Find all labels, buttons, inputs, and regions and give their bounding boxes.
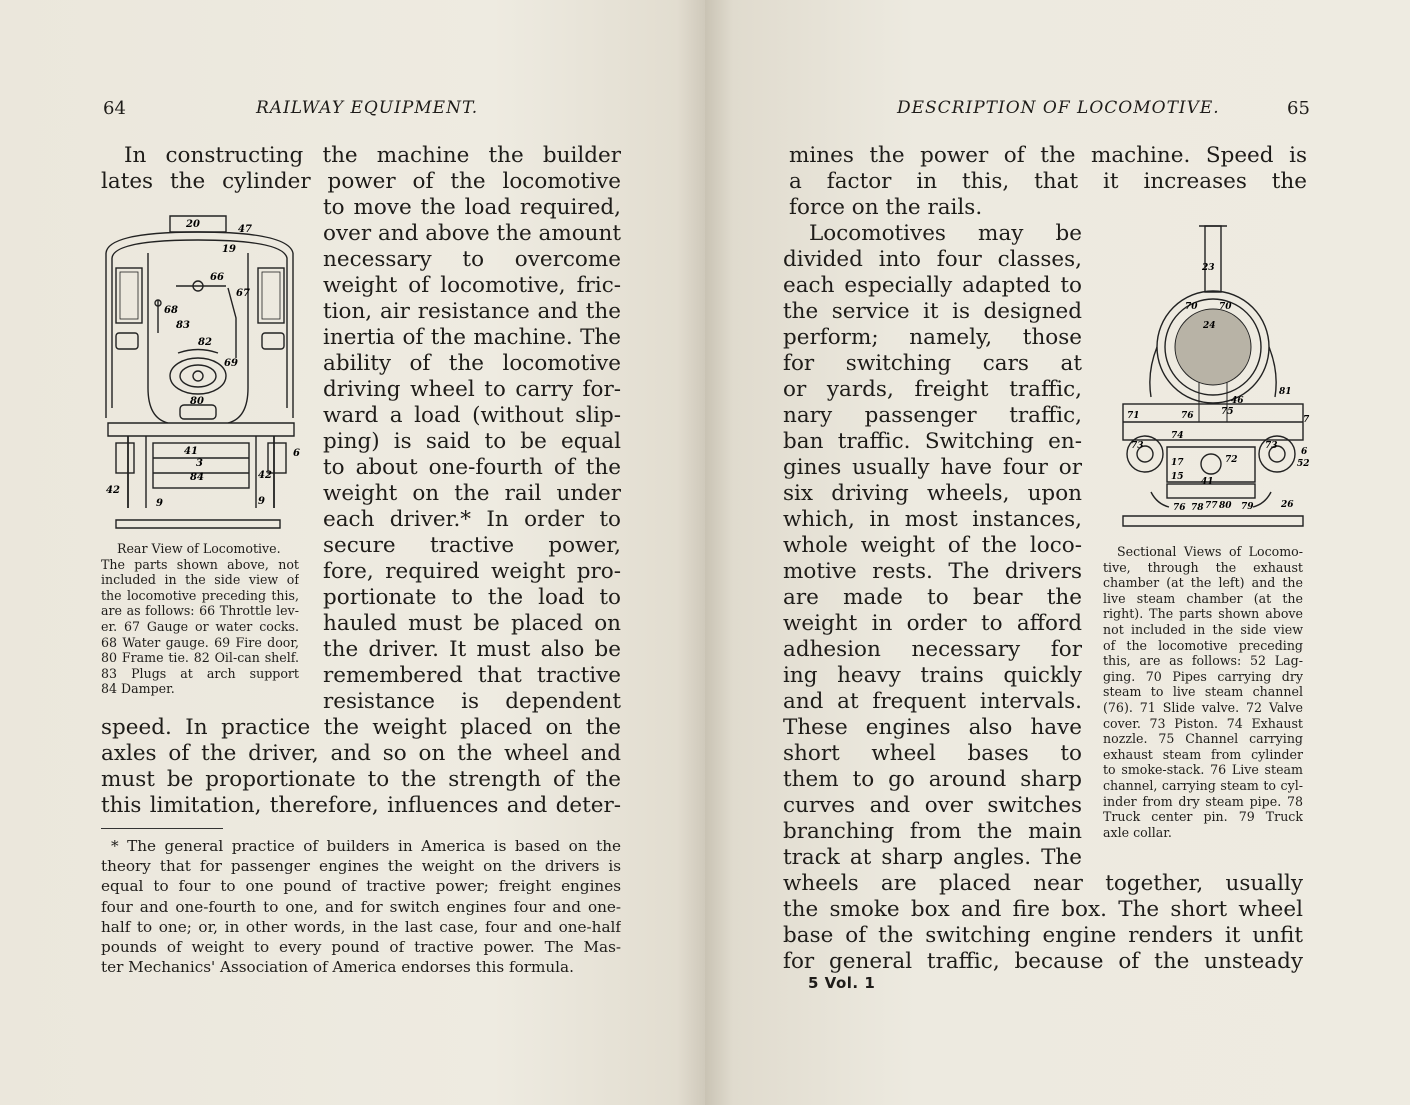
caption-line: Sectional Views of Locomo- [1117,544,1303,559]
footnote-line: four and one-fourth to one, and for switch engines four and one- [101,897,621,916]
figure-label: 81 [1279,387,1292,397]
text-line: short wheel bases to [783,741,1082,766]
figure-label: 70 [1185,302,1198,312]
caption-line: to smoke-stack. 76 Live steam [1103,762,1303,778]
figure-roof-arc [106,232,293,253]
text-line: perform; namely, those [783,325,1082,350]
side-column-left [323,195,621,715]
footnote-line: half to one; or, in other words, in the last case, four and one-half [101,917,621,936]
text-line: portionate to the load to [323,585,621,610]
text-line: over and above the amount [323,221,621,246]
figure-label: 69 [224,358,238,369]
figure-label: 78 [1191,503,1204,513]
text-line: which, in most instances, [783,507,1082,532]
text-line: a factor in this, that it increases the [789,169,1307,194]
figure-label: 9 [156,498,163,509]
figure-label: 17 [1171,458,1184,468]
caption-line: the locomotive preceding this, [101,587,299,603]
footnote-line: ter Mechanics' Association of America endorses this formula. [101,958,574,977]
caption-line: 80 Frame tie. 82 Oil-can shelf. [101,650,299,666]
caption-line: steam to live steam channel [1103,684,1303,700]
text-line: the driver. It must also be [323,637,621,662]
page-number-left: 64 [103,98,126,119]
figure-label: 79 [1241,502,1254,512]
text-line: branching from the main [783,819,1082,844]
figure-label: 77 [1205,501,1218,511]
figure-smokestack [1205,226,1221,292]
caption-line: ging. 70 Pipes carrying dry [1103,668,1303,684]
text-line: track at sharp angles. The [783,845,1082,870]
caption-line: axle collar. [1103,824,1172,840]
caption-line: 68 Water gauge. 69 Fire door, [101,634,299,650]
figure-label: 72 [1225,455,1238,465]
intro-paragraph-cont [101,169,621,195]
text-line: base of the switching engine renders it unfit [783,923,1303,948]
text-line: weight in order to afford [783,611,1082,636]
footnote-rule [101,828,223,829]
figure-label: 26 [1281,500,1294,510]
text-line: tion, air resistance and the [323,299,621,324]
caption-line: inder from dry steam pipe. 78 [1103,793,1303,809]
figure-label: 76 [1181,411,1194,421]
figure-label: 70 [1219,302,1232,312]
right-page [705,0,1410,1105]
figure-label: 42 [106,485,120,496]
figure-label: 67 [236,288,250,299]
text-line: lates the cylinder power of the locomotive [101,169,621,194]
figure-label: 80 [1219,501,1232,511]
text-line: motive rests. The drivers [783,559,1082,584]
figure-label: 83 [176,320,190,331]
figure-label: 42 [258,470,272,481]
figure-frame-tie [108,423,294,436]
text-line: ability of the locomotive [323,351,621,376]
running-head-right: DESCRIPTION OF LOCOMOTIVE. [897,98,1220,118]
figure-label: 41 [1201,477,1214,487]
figure-label: 15 [1171,472,1184,482]
figure-label: 71 [1127,411,1140,421]
caption-line: channel, carrying steam to cyl- [1103,777,1303,793]
text-line: them to go around sharp [783,767,1082,792]
figure-label: 46 [1231,396,1244,406]
text-line: the service it is designed [783,299,1082,324]
printer-signature: 5 Vol. 1 [808,974,876,992]
footnote [101,836,621,977]
caption-line: not included in the side view [1103,621,1303,637]
text-line: gines usually have four or [783,455,1082,480]
text-line: to about one-fourth of the [323,455,621,480]
figure-caption-right [1103,544,1303,840]
caption-line: chamber (at the left) and the [1103,575,1303,591]
figure-label: 41 [184,446,198,457]
text-line: These engines also have [783,715,1082,740]
caption-line: 84 Damper. [101,681,175,697]
text-line: ping) is said to be equal [323,429,621,454]
text-line: ban traffic. Switching en- [783,429,1082,454]
figure-label: 47 [238,224,252,235]
caption-line: Rear View of Locomotive. [117,541,281,556]
text-line: speed. In practice the weight placed on the [101,715,621,740]
page-number-right: 65 [1287,98,1310,119]
figure-label: 68 [164,305,178,316]
caption-line: are as follows: 66 Throttle lev- [101,603,299,619]
figure-label: 82 [198,337,212,348]
footnote-line: theory that for passenger engines the weight on the drivers is [101,857,621,876]
caption-line: (76). 71 Slide valve. 72 Valve [1103,699,1303,715]
figure-label: 80 [190,396,204,407]
text-line: force on the rails. [789,195,983,220]
text-line: ward a load (without slip- [323,403,621,428]
text-line: this limitation, therefore, influences and deter- [101,793,621,818]
text-line: curves and over switches [783,793,1082,818]
figure-label: 74 [1171,431,1184,441]
figure-label: 7 [1303,415,1310,425]
figure-caption-left [101,541,299,697]
footnote-line: equal to four to one pound of tractive power; freight engines [101,877,621,896]
top-paragraph-right [789,143,1307,221]
caption-line: included in the side view of [101,572,299,588]
text-line: secure tractive power, [323,533,621,558]
text-line: for general traffic, because of the unsteady [783,949,1303,974]
figure-label: 73 [1131,441,1144,451]
caption-line: cover. 73 Piston. 74 Exhaust [1103,715,1303,731]
bottom-paragraph-left [101,715,621,819]
figure-label: 66 [210,272,224,283]
figure-label: 19 [222,244,236,255]
text-line: ing heavy trains quickly [783,663,1082,688]
text-line: divided into four classes, [783,247,1082,272]
figure-label: 6 [1301,447,1308,457]
text-line: must be proportionate to the strength of the [101,767,621,792]
footnote-line: pounds of weight to every pound of tractive power. The Mas- [101,937,621,956]
text-line: inertia of the machine. The [323,325,621,350]
text-line: In constructing the machine the builder [124,143,621,168]
text-line: necessary to overcome [323,247,621,272]
caption-line: nozzle. 75 Channel carrying [1103,731,1303,747]
text-line: adhesion necessary for [783,637,1082,662]
figure-label: 52 [1297,459,1310,469]
figure-label: 20 [186,219,200,230]
sectional-view-locomotive-figure [1107,222,1317,534]
bottom-paragraph-right [783,871,1303,975]
figure-label: 84 [190,472,204,483]
text-line: for switching cars at [783,351,1082,376]
caption-line: this, are as follows: 52 Lag- [1103,653,1303,669]
text-line: remembered that tractive [323,663,621,688]
text-line: are made to bear the [783,585,1082,610]
caption-line: tive, through the exhaust [1103,559,1303,575]
text-line: the smoke box and fire box. The short wheel [783,897,1303,922]
intro-paragraph [124,143,621,169]
caption-line: The parts shown above, not [101,556,299,572]
figure-label: 3 [196,458,203,469]
text-line: Locomotives may be [809,221,1082,246]
caption-line: exhaust steam from cylinder [1103,746,1303,762]
text-line: whole weight of the loco- [783,533,1082,558]
text-line: nary passenger traffic, [783,403,1082,428]
figure-label: 73 [1265,441,1278,451]
text-line: hauled must be placed on [323,611,621,636]
figure-label: 23 [1202,263,1215,273]
figure-label: 6 [293,448,300,459]
text-line: mines the power of the machine. Speed is [789,143,1307,168]
text-line: and at frequent intervals. [783,689,1082,714]
figure-label: 9 [258,496,265,507]
text-line: each especially adapted to [783,273,1082,298]
caption-line: of the locomotive preceding [1103,637,1303,653]
figure-rail [116,520,280,528]
text-line: wheels are placed near together, usually [783,871,1303,896]
figure-label: 76 [1173,503,1186,513]
figure-fire-door [170,358,226,394]
figure-label: 24 [1203,321,1216,331]
rear-view-locomotive-figure [98,208,308,533]
caption-line: live steam chamber (at the [1103,590,1303,606]
text-line: weight of locomotive, fric- [323,273,621,298]
side-column-right [783,221,1082,871]
text-line: or yards, freight traffic, [783,377,1082,402]
caption-line: er. 67 Gauge or water cocks. [101,618,299,634]
text-line: axles of the driver, and so on the wheel and [101,741,621,766]
caption-line: Truck center pin. 79 Truck [1103,809,1303,825]
text-line: each driver.* In order to [323,507,621,532]
text-line: driving wheel to carry for- [323,377,621,402]
text-line: resistance is dependent [323,689,621,714]
text-line: weight on the rail under [323,481,621,506]
text-line: fore, required weight pro- [323,559,621,584]
running-head-left: RAILWAY EQUIPMENT. [256,98,479,118]
figure-rail [1123,516,1303,526]
caption-line: 83 Plugs at arch support [101,665,299,681]
footnote-line: * The general practice of builders in America is based on the [111,837,621,855]
text-line: to move the load required, [323,195,621,220]
caption-line: right). The parts shown above [1103,606,1303,622]
figure-label: 75 [1221,407,1234,417]
text-line: six driving wheels, upon [783,481,1082,506]
figure-cab-sides [106,253,293,418]
